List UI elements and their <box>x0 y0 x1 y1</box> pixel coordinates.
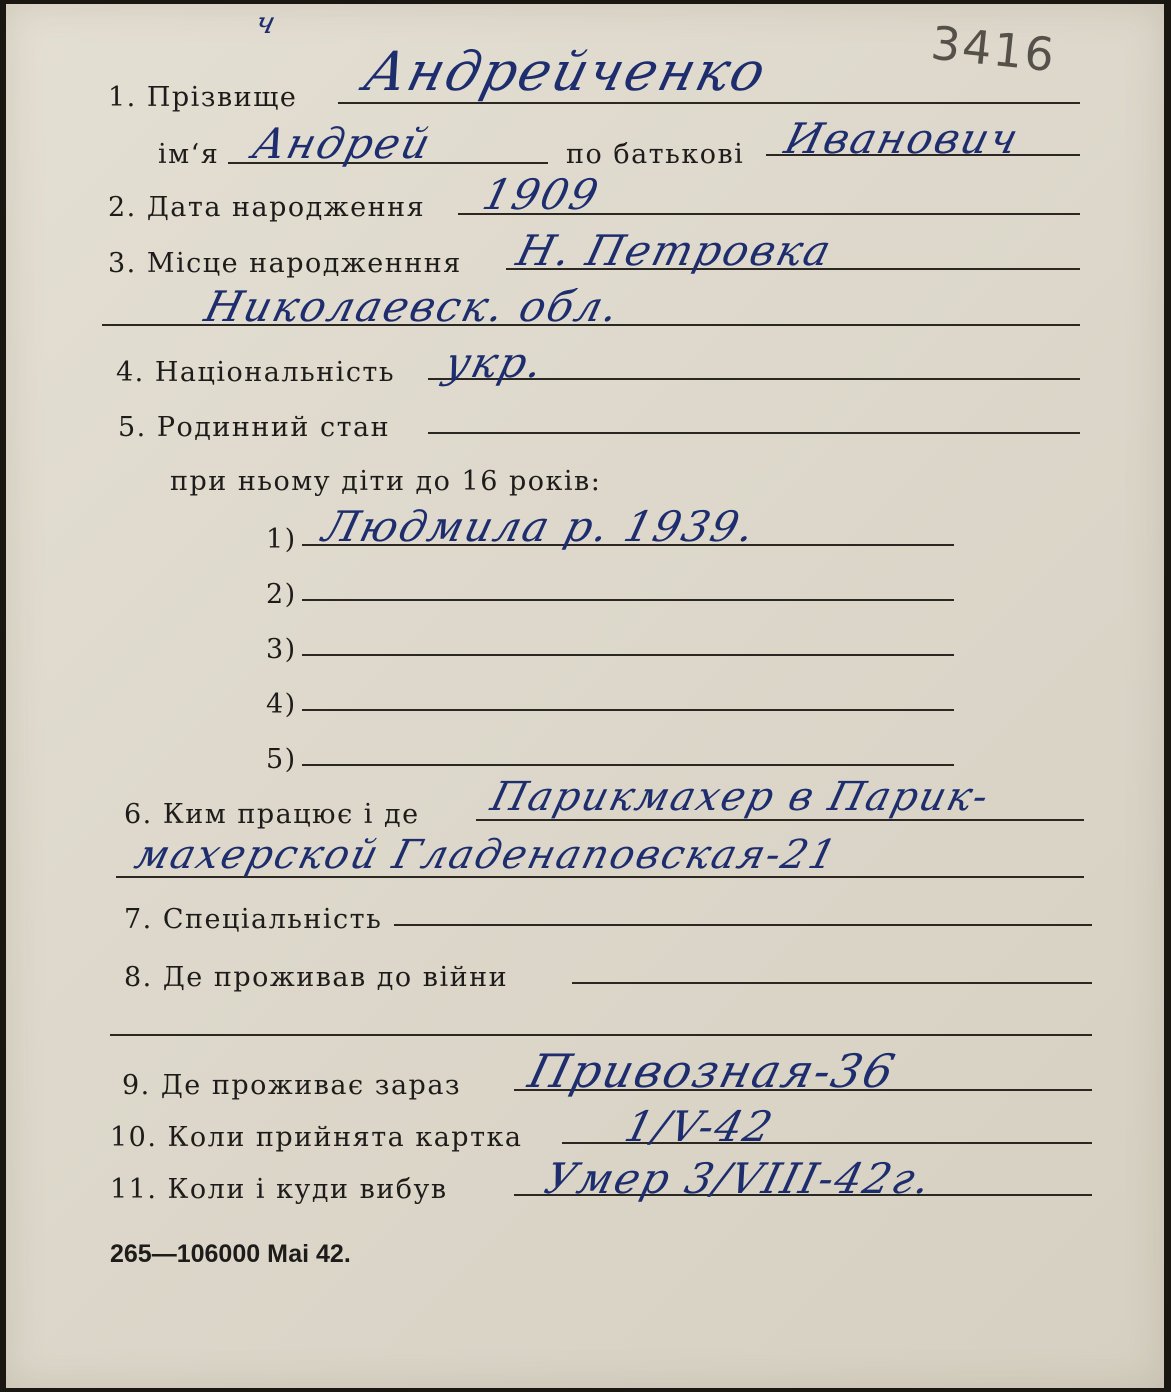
child-number: 1) <box>266 524 297 555</box>
surname-value: Андрейченко <box>358 40 774 103</box>
birth-date-value: 1909 <box>477 170 605 219</box>
first-name-value: Андрей <box>247 119 437 168</box>
children-label: при ньому діти до 16 років: <box>170 466 602 497</box>
birth-place-value-1: Н. Петровка <box>511 226 838 275</box>
birth-date-label: 2. Дата народження <box>108 192 426 223</box>
marital-status-line <box>428 432 1080 434</box>
work-label: 6. Ким працює і де <box>124 799 420 830</box>
birth-place-label: 3. Місце народженння <box>108 248 462 279</box>
patronymic-label: по батькові <box>566 139 745 170</box>
first-name-label: імʻя <box>158 139 220 170</box>
nationality-value: укр. <box>439 338 550 387</box>
specialty-label: 7. Спеціальність <box>124 904 383 935</box>
child-number: 2) <box>266 579 297 610</box>
pre-war-residence-label: 8. Де проживав до війни <box>124 962 509 993</box>
departure-label: 11. Коли і куди вибув <box>110 1174 448 1205</box>
child-number: 5) <box>266 744 297 775</box>
current-residence-value: Привозная-36 <box>523 1044 902 1098</box>
child-line <box>302 654 954 656</box>
birth-place-value-2: Николаевск. обл. <box>199 282 626 331</box>
patronymic-value: Иванович <box>779 114 1025 163</box>
work-value-1: Парикмахер в Парик- <box>486 774 995 820</box>
child-line <box>302 709 954 711</box>
archive-number: 3416 <box>928 15 1059 83</box>
current-residence-label: 9. Де проживає зараз <box>122 1070 462 1101</box>
child-value: Людмила р. 1939. <box>317 502 762 551</box>
handwritten-mark: ч <box>251 6 282 41</box>
child-line <box>302 599 954 601</box>
nationality-label: 4. Національність <box>116 357 396 388</box>
pre-war-residence-line-2 <box>110 1034 1092 1036</box>
specialty-line <box>394 924 1092 926</box>
pre-war-residence-line-1 <box>572 982 1092 984</box>
card-accepted-label: 10. Коли прийнята картка <box>110 1122 523 1153</box>
child-number: 3) <box>266 634 297 665</box>
marital-status-label: 5. Родинний стан <box>118 412 391 443</box>
child-line <box>302 764 954 766</box>
child-number: 4) <box>266 689 297 720</box>
work-value-2: махерской Гладенаповская-21 <box>130 832 843 878</box>
departure-value: Умер 3/VIII-42г. <box>539 1154 938 1203</box>
card-accepted-value: 1/V-42 <box>619 1102 780 1151</box>
surname-label: 1. Прізвище <box>108 82 298 113</box>
registration-card <box>6 4 1164 1388</box>
printer-imprint: 265—106000 Маі 42. <box>110 1240 351 1268</box>
